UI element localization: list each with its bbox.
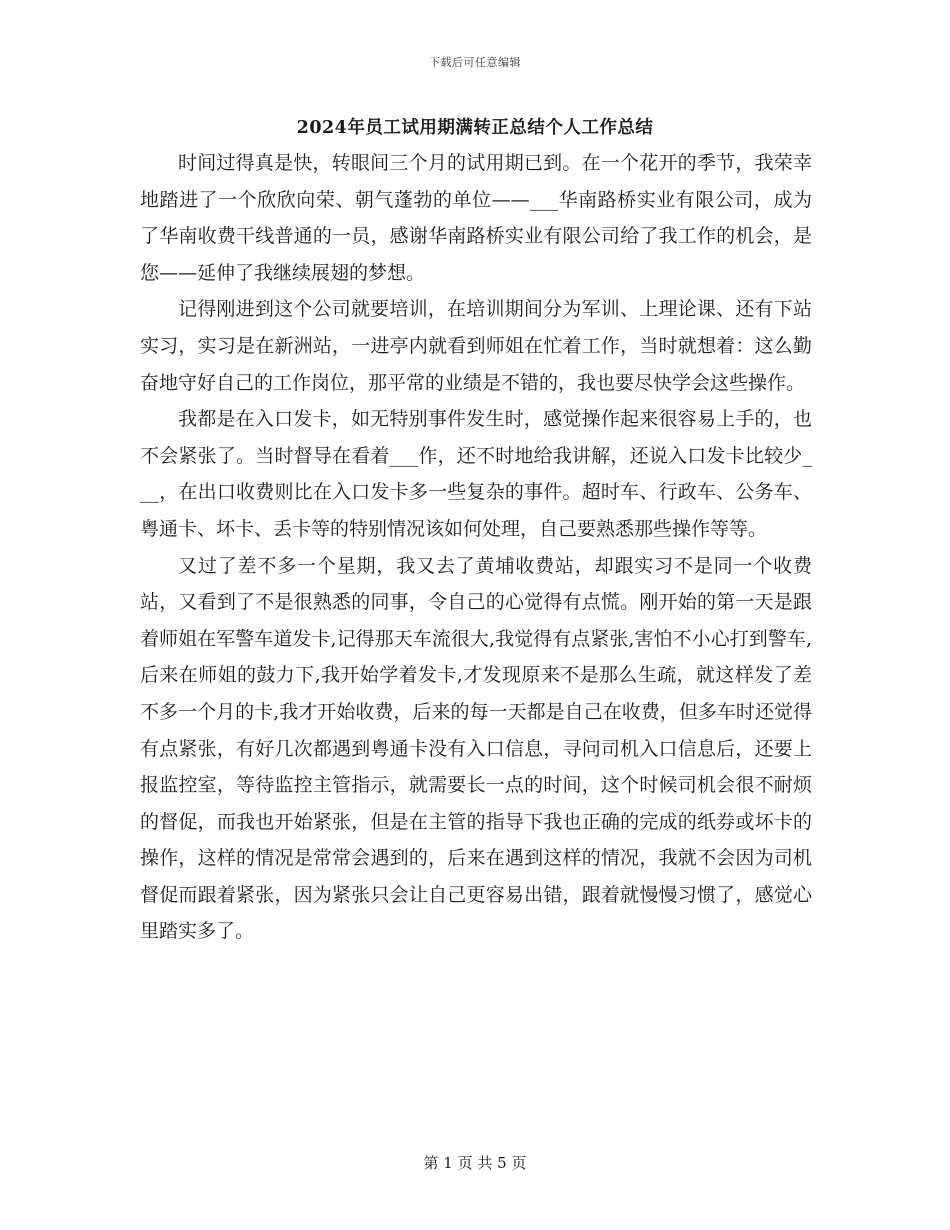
paragraph-4: 又过了差不多一个星期，我又去了黄埔收费站，却跟实习不是同一个收费站，又看到了不是很熟悉的同事，令自己的心觉得有点慌。刚开始的第一天是跟着师姐在军警车道发卡,记得那天车流很大,我觉得有点紧张,害怕不小心打到警车,后来在师姐的鼓力下,我开始学着发卡,才发现原来不是那么生疏，就这样发了差不多一个月的卡,我才开始收费，后来的每一天都是自己在收费，但多车时还觉得有点紧张，有好几次都遇到粤通卡没有入口信息，寻问司机入口信息后，还要上报监控室，等待监控主管指示，就需要长一点的时间，这个时候司机会很不耐烦的督促，而我也开始紧张，但是在主管的指导下我也正确的完成的纸券或坏卡的操作，这样的情况是常常会遇到的，后来在遇到这样的情况，我就不会因为司机督促而跟着紧张，因为紧张只会让自己更容易出错，跟着就慢慢习惯了，感觉心里踏实多了。 — [140, 554, 812, 943]
paragraph-1: 时间过得真是快，转眼间三个月的试用期已到。在一个花开的季节，我荣幸地踏进了一个欣欣向荣、朝气蓬勃的单位——___华南路桥实业有限公司，成为了华南收费干线普通的一员，感谢华南路桥实业有限公司给了我工作的机会，是您——延伸了我继续展翅的梦想。 — [140, 152, 812, 284]
paragraph-2: 记得刚进到这个公司就要培训，在培训期间分为军训、上理论课、还有下站实习，实习是在新洲站，一进亭内就看到师姐在忙着工作，当时就想着：这么勤奋地守好自己的工作岗位，那平常的业绩是不错的，我也要尽快学会这些操作。 — [140, 298, 812, 394]
paragraph-3: 我都是在入口发卡，如无特别事件发生时，感觉操作起来很容易上手的，也不会紧张了。当时督导在看着___作，还不时地给我讲解，还说入口发卡比较少___，在出口收费则比在入口发卡多一些复杂的事件。超时车、行政车、公务车、粤通卡、坏卡、丢卡等的特别情况该如何处理，自己要熟悉那些操作等等。 — [140, 408, 812, 540]
document-body — [140, 145, 812, 950]
header-note: 下载后可任意编辑 — [429, 56, 521, 69]
document-title: 2024年员工试用期满转正总结个人工作总结 — [296, 118, 654, 138]
page-number-footer: 第 1 页 共 5 页 — [423, 1154, 527, 1172]
